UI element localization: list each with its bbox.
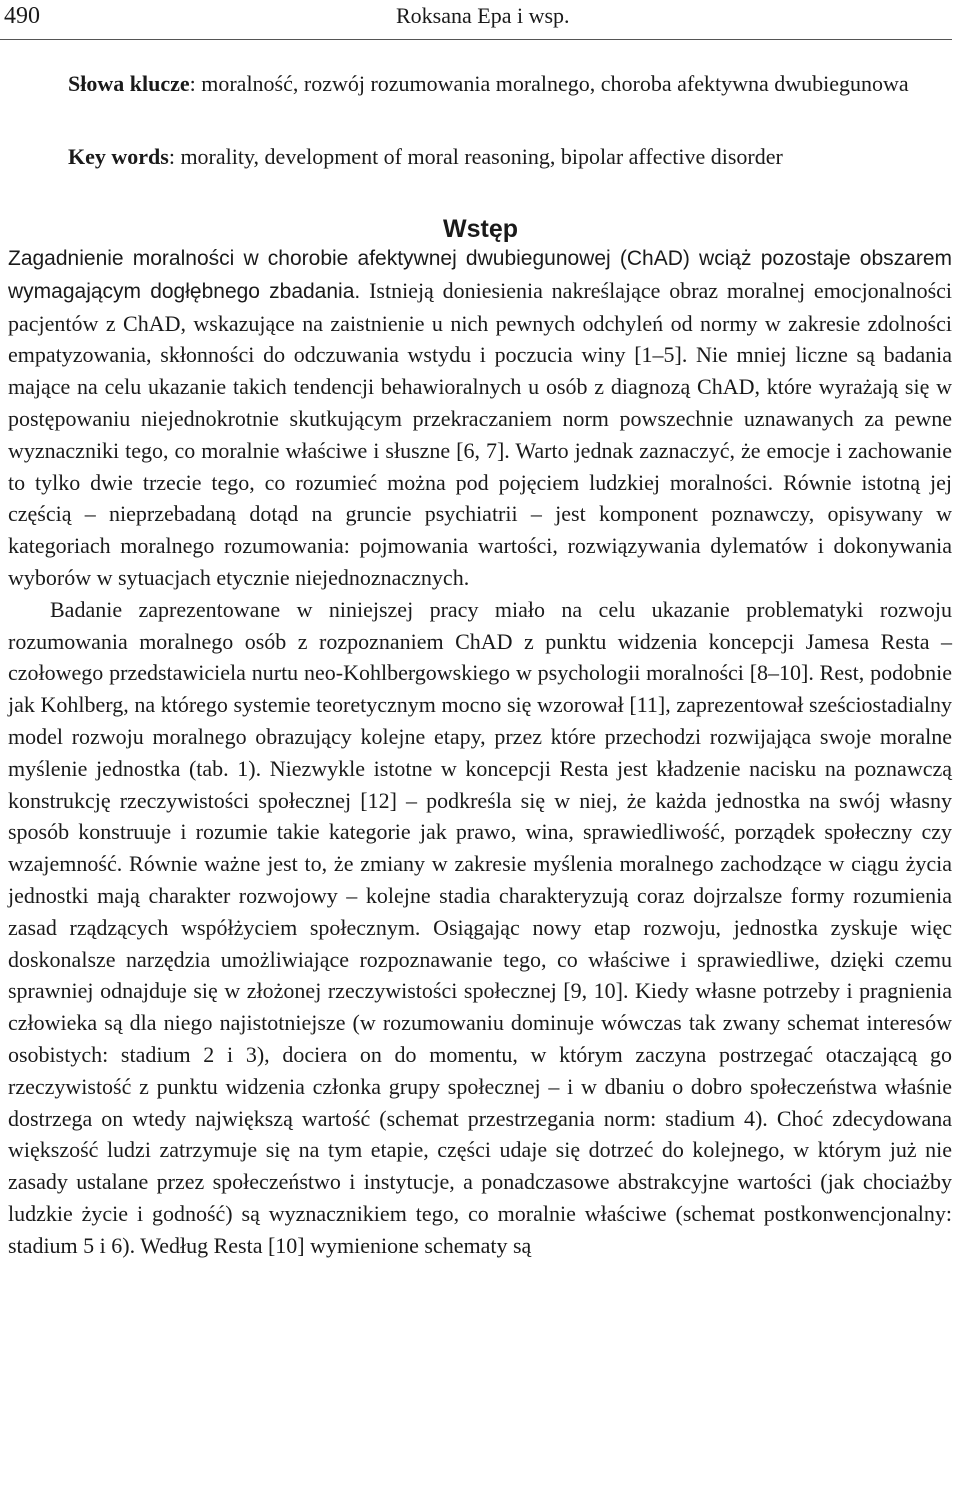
paragraph-1-rest: Istnieją doniesienia nakreślające obraz moralnej emocjonalności pacjentów z ChAD, wskazujące na zaistnienie u nich pewnych odchyleń od normy w zakresie zdolności empatyzowania, skłonności do odczuwania wstydu i poczucia winy [1–5]. Nie mniej liczne są badania mające na celu ukazanie takich tendencji behawioralnych u osób z diagnozą ChAD, które wyrażają się w postępowaniu niejednokrotnie skutkującym przekraczaniem norm powszechnie uznawanych za pewne wyznaczniki tego, co moralnie właściwe i słuszne [6, 7]. Warto jednak zaznaczyć, że emocje i zachowanie to tylko dwie trzecie tego, co rozumieć można pod pojęciem ludzkiej moralności. Równie istotną jej częścią – nieprzebadaną dotąd na gruncie psychiatrii – jest komponent poznawczy, opisywany w kategoriach moralnego rozumowania: pojmowania wartości, rozwiązywania dylematów i dokonywania wyborów w sytuacjach etycznie niejednoznacznych. [8,277,953,590]
paragraph-2: Badanie zaprezentowane w niniejszej pracy miało na celu ukazanie problematyki rozwoju rozumowania moralnego osób z rozpoznaniem ChAD z punktu widzenia koncepcji Jamesa Resta – czołowego przedstawiciela nurtu neo-Kohlbergowskiego w psychologii moralności [8–10]. Rest, podobnie jak Kohlberg, na którego systemie teoretycznym mocno się wzorował [11], zaprezentował sześciostadialny model rozwoju moralnego obrazujący kolejne etapy, przez które przechodzi rozwijająca swoje moralne myślenie jednostka (tab. 1). Niezwykle istotne w koncepcji Resta jest kładzenie nacisku na poznawczą konstrukcję rzeczywistości społecznej [12] – podkreśla się w niej, że każda jednostka na swój własny sposób konstruuje i rozumie takie kategorie jak prawo, wina, sprawiedliwość, porządek społeczny czy wzajemność. Równie ważne jest to, że zmiany w zakresie myślenia moralnego zachodzące w ciągu życia jednostki mają charakter rozwojowy – kolejne stadia charakteryzują coraz dojrzalsze formy rozumienia zasad rządzących współżyciem społecznym. Osiągając nowy etap rozwoju, jednostka zyskuje więc doskonalsze narzędzia umożliwiające rozpoznawanie tego, co właściwe i sprawiedliwe, dzięki czemu sprawniej odnajduje się w złożonej rzeczywistości społecznej [9, 10]. Kiedy własne potrzeby i pragnienia człowieka są dla niego najistotniejsze (w rozumowaniu dominuje wówczas tak zwany schemat interesów osobistych: stadium 2 i 3), dociera on do momentu, w którym zaczyna postrzegać otaczającą go rzeczywistość z punktu widzenia członka grupy społecznej – i w dbaniu o dobro społeczeństwa właśnie dostrzega on wtedy największą wartość (schemat przestrzegania norm: stadium 4). Choć zdecydowana większość ludzi zatrzymuje się na tym etapie, części udaje się dotrzeć do kolejnego, w którym już nie zasady ustalane przez społeczeństwo i instytucje, a ponadczasowe abstrakcyjne wartości (jak chociażby ludzkie życie i godność) są wyznacznikiem tego, co moralnie właściwe (schemat postkonwencjonalny: stadium 5 i 6). Według Resta [10] wymienione schematy są [8,596,952,1258]
page-number: 490 [4,3,40,29]
keywords-polish [68,68,934,99]
keywords-english-text: : morality, development of moral reasoning, bipolar affective disorder [168,144,783,169]
keywords-english-label: Key words [68,144,169,169]
keywords-polish-label: Słowa klucze [68,71,190,96]
keywords-polish-text: : moralność, rozwój rozumowania moralnego, choroba afektywna dwubiegunowa [189,71,909,96]
keywords-english [68,141,934,172]
paragraph-1-lead: Zagadnienie moralności w chorobie afektywnej dwubiegunowej (ChAD) wciąż pozostaje obszarem wymagającym dogłębnego zbadania. [8,247,952,303]
running-title: Roksana Epa i wsp. [396,3,570,28]
page-header [0,0,960,44]
section-heading: Wstęp [443,215,518,243]
header-rule [0,39,952,40]
paragraph-1 [8,242,952,594]
article-body [8,242,952,1262]
